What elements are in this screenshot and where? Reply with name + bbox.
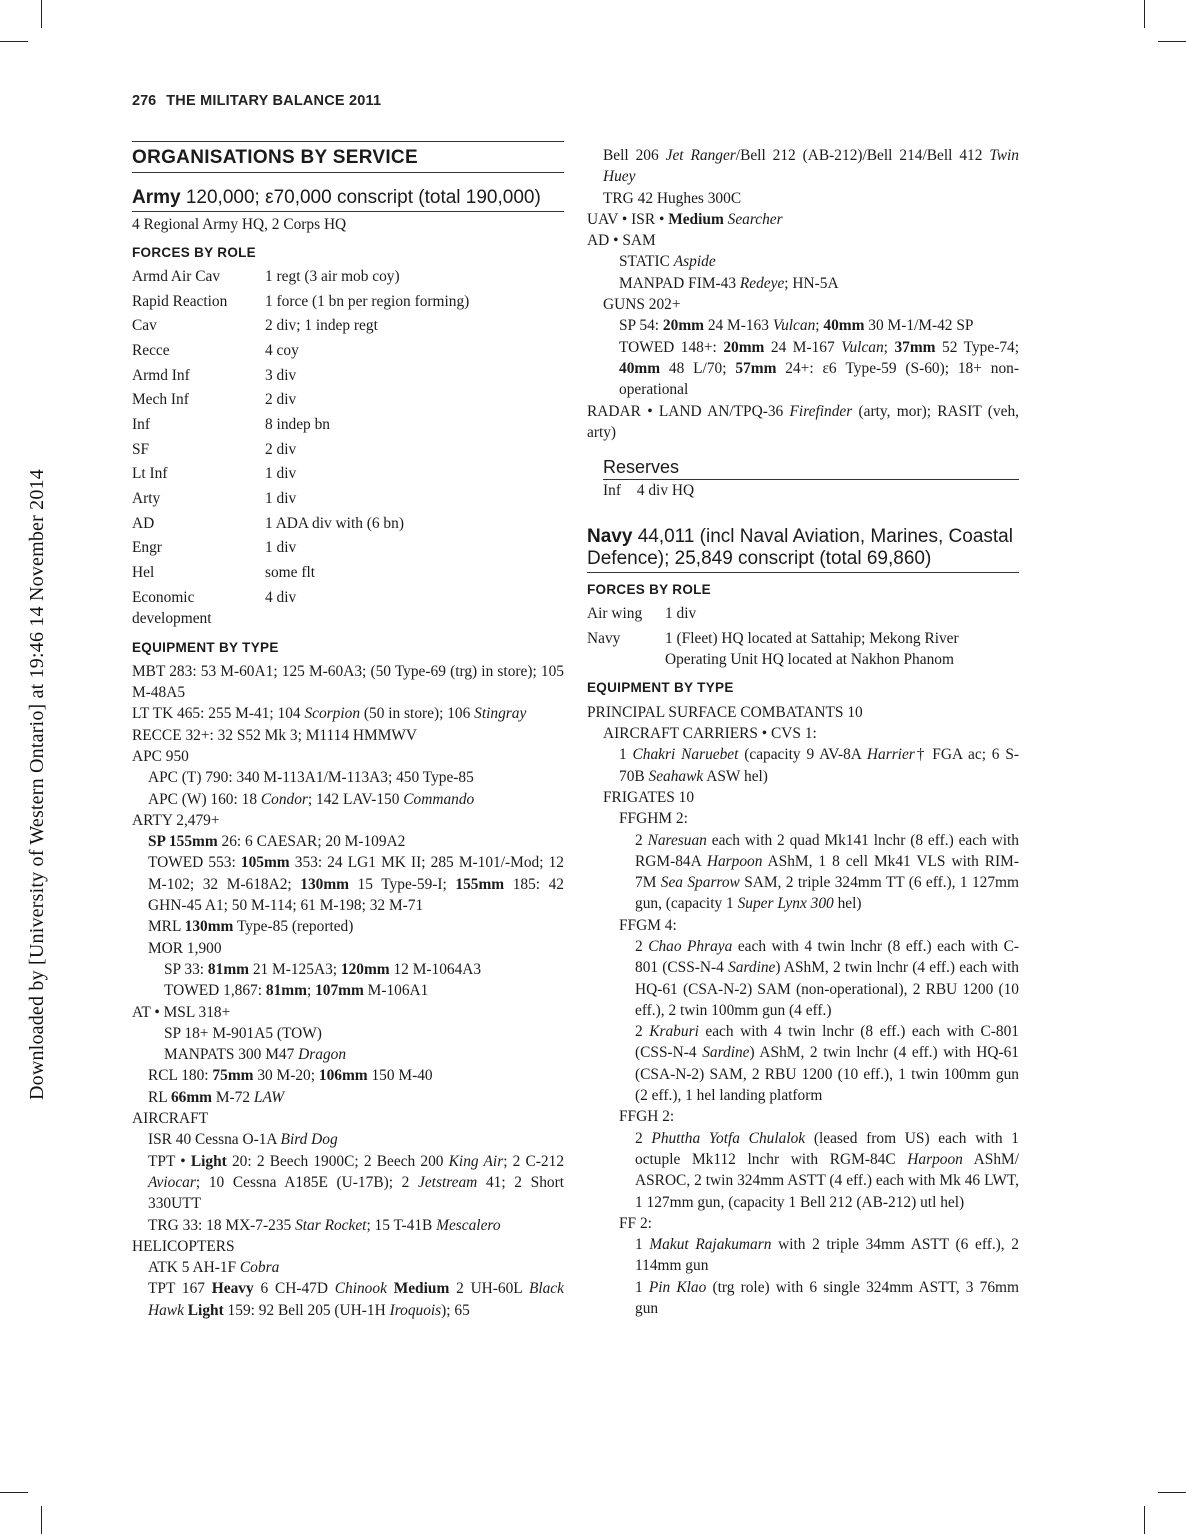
crop-mark bbox=[1158, 41, 1186, 42]
navy-heading bbox=[587, 526, 1019, 570]
role-row bbox=[132, 537, 564, 562]
crop-mark bbox=[1144, 0, 1145, 28]
equipment-entry: 2 Naresuan each with 2 quad Mk141 lnchr (8 eff.) each with RGM-84A Harpoon AShM, 1 8 cell Mk41 VLS with RIM-7M Sea Sparrow SAM, 2 triple 324mm TT (6 eff.), 1 127mm gun, (capacity 1 Super Lynx 300 hel) bbox=[635, 831, 1019, 913]
role-row bbox=[587, 603, 1019, 628]
army-equipment-heading: EQUIPMENT BY TYPE bbox=[132, 639, 279, 655]
equipment-entry: APC (W) 160: 18 Condor; 142 LAV-150 Commando bbox=[148, 790, 475, 808]
download-watermark: Downloaded by [University of Western Ontario] at 19:46 14 November 2014 bbox=[26, 469, 48, 1100]
equipment-entry: 2 Chao Phraya each with 4 twin lnchr (8 eff.) each with C-801 (CSS-N-4 Sardine) AShM, 2 twin lnchr (4 eff.) each with HQ-61 (CSA-N-2) SAM (non-operational), 2 RBU 1200 (10 eff.), 2 twin 100mm gun (4 eff.) bbox=[635, 937, 1019, 1019]
role-name: Mech Inf bbox=[132, 391, 189, 409]
role-detail: 2 div bbox=[265, 440, 297, 458]
crop-mark bbox=[1144, 1506, 1145, 1534]
publication-title: THE MILITARY BALANCE 2011 bbox=[166, 93, 382, 109]
navy-equipment bbox=[587, 702, 1019, 1320]
reserves-role: Inf bbox=[603, 482, 621, 500]
army-roles-table bbox=[132, 266, 564, 633]
equipment-entry: MOR 1,900 bbox=[148, 939, 222, 957]
role-detail: 1 div bbox=[265, 539, 297, 557]
equipment-entry: MANPAD FIM-43 Redeye; HN-5A bbox=[619, 274, 839, 292]
equipment-entry: APC (T) 790: 340 M-113A1/M-113A3; 450 Type-85 bbox=[148, 769, 474, 787]
equipment-entry: FFGHM 2: bbox=[619, 810, 688, 828]
role-row bbox=[132, 463, 564, 488]
divider bbox=[587, 572, 1019, 573]
equipment-entry: TOWED 553: 105mm 353: 24 LG1 MK II; 285 M-101/-Mod; 12 M-102; 32 M-618A2; 130mm 15 Type-59-I; 155mm 185: 42 GHN-45 A1; 50 M-114; 61 M-198; 32 M-71 bbox=[148, 854, 565, 915]
role-name: Rapid Reaction bbox=[132, 292, 228, 310]
crop-mark bbox=[41, 0, 42, 28]
equipment-entry: LT TK 465: 255 M-41; 104 Scorpion (50 in store); 106 Stingray bbox=[132, 705, 527, 723]
equipment-entry: FRIGATES 10 bbox=[603, 788, 695, 806]
equipment-entry: 1 Pin Klao (trg role) with 6 single 324mm ASTT, 3 76mm gun bbox=[635, 1278, 1019, 1318]
role-name: Navy bbox=[587, 629, 621, 647]
equipment-entry: TRG 33: 18 MX-7-235 Star Rocket; 15 T-41B Mescalero bbox=[148, 1216, 501, 1234]
equipment-entry: AIRCRAFT CARRIERS • CVS 1: bbox=[603, 725, 817, 743]
navy-strength: 44,011 (incl Naval Aviation, Marines, Coastal Defence); 25,849 conscript (total 69,860) bbox=[587, 525, 1013, 569]
crop-mark bbox=[1158, 1492, 1186, 1493]
role-name: Inf bbox=[132, 416, 150, 434]
army-forces-heading: FORCES BY ROLE bbox=[132, 244, 256, 260]
equipment-entry: TPT 167 Heavy 6 CH-47D Chinook Medium 2 UH-60L Black Hawk Light 159: 92 Bell 205 (UH-1H Iroquois); 65 bbox=[148, 1280, 564, 1319]
role-detail: 1 (Fleet) HQ located at Sattahip; Mekong River Operating Unit HQ located at Nakhon Phanom bbox=[665, 629, 959, 668]
role-name: Engr bbox=[132, 539, 162, 557]
equipment-entry: 2 Phuttha Yotfa Chulalok (leased from US) each with 1 octuple Mk112 lnchr with RGM-84C Harpoon AShM/ ASROC, 2 twin 324mm ASTT (4 eff.) each with Mk 46 LWT, 1 127mm gun, (capacity 1 Bell 212 (AB-212) utl hel) bbox=[635, 1129, 1019, 1211]
role-name: SF bbox=[132, 440, 150, 458]
equipment-entry: TRG 42 Hughes 300C bbox=[603, 189, 742, 207]
role-row bbox=[132, 266, 564, 291]
navy-equipment-heading: EQUIPMENT BY TYPE bbox=[587, 680, 734, 696]
role-name: Lt Inf bbox=[132, 465, 168, 483]
role-row bbox=[132, 488, 564, 513]
equipment-entry: 1 Chakri Naruebet (capacity 9 AV-8A Harrier† FGA ac; 6 S-70B Seahawk ASW hel) bbox=[619, 746, 1020, 785]
role-row bbox=[132, 587, 564, 633]
role-detail: 2 div; 1 indep regt bbox=[265, 317, 378, 335]
reserves-detail: 4 div HQ bbox=[636, 482, 695, 500]
equipment-entry: FFGH 2: bbox=[619, 1108, 675, 1126]
role-detail: 2 div bbox=[265, 391, 297, 409]
equipment-entry: ARTY 2,479+ bbox=[132, 811, 220, 829]
equipment-entry: RL 66mm M-72 LAW bbox=[148, 1088, 285, 1106]
role-row bbox=[132, 389, 564, 414]
role-name: Armd Air Cav bbox=[132, 267, 221, 285]
equipment-entry: RADAR • LAND AN/TPQ-36 Firefinder (arty, mor); RASIT (veh, arty) bbox=[587, 402, 1019, 441]
role-detail: some flt bbox=[265, 564, 316, 582]
role-row bbox=[132, 365, 564, 390]
role-name: Recce bbox=[132, 341, 170, 359]
equipment-entry: MBT 283: 53 M-60A1; 125 M-60A3; (50 Type-69 (trg) in store); 105 M-48A5 bbox=[132, 662, 564, 702]
section-title: ORGANISATIONS BY SERVICE bbox=[132, 141, 564, 173]
equipment-entry: Bell 206 Jet Ranger/Bell 212 (AB-212)/Bell 214/Bell 412 Twin Huey bbox=[603, 147, 1019, 186]
equipment-entry: STATIC Aspide bbox=[619, 253, 716, 271]
crop-mark bbox=[41, 1506, 42, 1534]
equipment-entry: PRINCIPAL SURFACE COMBATANTS 10 bbox=[587, 703, 863, 721]
reserves-heading: Reserves bbox=[603, 457, 1019, 480]
reserves-row bbox=[587, 480, 1019, 501]
army-equipment-continued bbox=[587, 145, 1019, 443]
role-name: Economic development bbox=[132, 588, 212, 627]
equipment-entry: SP 54: 20mm 24 M-163 Vulcan; 40mm 30 M-1/M-42 SP bbox=[619, 317, 974, 335]
equipment-entry: APC 950 bbox=[132, 748, 189, 765]
army-heading bbox=[132, 187, 564, 209]
role-detail: 4 coy bbox=[265, 341, 299, 359]
equipment-entry: MRL 130mm Type-85 (reported) bbox=[148, 918, 354, 936]
army-strength: 120,000; ε70,000 conscript (total 190,000) bbox=[185, 187, 541, 209]
role-row bbox=[132, 414, 564, 439]
equipment-entry: RCL 180: 75mm 30 M-20; 106mm 150 M-40 bbox=[148, 1067, 433, 1085]
equipment-entry: MANPATS 300 M47 Dragon bbox=[164, 1046, 347, 1064]
page-number: 276 bbox=[132, 93, 157, 109]
equipment-entry: TOWED 1,867: 81mm; 107mm M-106A1 bbox=[164, 982, 429, 1000]
role-detail: 1 regt (3 air mob coy) bbox=[265, 267, 400, 285]
role-name: Hel bbox=[132, 564, 155, 582]
role-detail: 4 div bbox=[265, 588, 297, 606]
equipment-entry: HELICOPTERS bbox=[132, 1237, 235, 1255]
role-name: Air wing bbox=[587, 605, 643, 623]
role-name: AD bbox=[132, 514, 155, 532]
role-row bbox=[587, 628, 1019, 674]
role-detail: 1 div bbox=[665, 605, 697, 623]
role-detail: 8 indep bn bbox=[265, 416, 330, 434]
role-detail: 1 div bbox=[265, 490, 297, 508]
equipment-entry: 2 Kraburi each with 4 twin lnchr (8 eff.) each with C-801 (CSS-N-4 Sardine) AShM, 2 twin lnchr (4 eff.) with HQ-61 (CSA-N-2) SAM, 2 RBU 1200 (10 eff.), 1 twin 100mm gun (2 eff.), 1 hel landing platform bbox=[635, 1023, 1019, 1105]
equipment-entry: FF 2: bbox=[619, 1214, 652, 1232]
equipment-entry: AIRCRAFT bbox=[132, 1110, 209, 1128]
role-row bbox=[132, 513, 564, 538]
equipment-entry: AD • SAM bbox=[587, 232, 656, 250]
left-column bbox=[132, 141, 564, 1321]
role-detail: 1 div bbox=[265, 465, 297, 483]
equipment-entry: RECCE 32+: 32 S52 Mk 3; M1114 HMMWV bbox=[132, 726, 418, 744]
running-head bbox=[132, 93, 381, 109]
equipment-entry: SP 18+ M-901A5 (TOW) bbox=[164, 1024, 322, 1042]
equipment-entry: SP 155mm 26: 6 CAESAR; 20 M-109A2 bbox=[148, 833, 406, 851]
army-hq: 4 Regional Army HQ, 2 Corps HQ bbox=[132, 216, 347, 234]
divider bbox=[132, 211, 564, 212]
equipment-entry: TOWED 148+: 20mm 24 M-167 Vulcan; 37mm 52 Type-74; 40mm 48 L/70; 57mm 24+: ε6 Type-59 (S-60); 18+ non-operational bbox=[619, 338, 1019, 399]
role-row bbox=[132, 315, 564, 340]
role-detail: 1 ADA div with (6 bn) bbox=[265, 514, 404, 532]
role-row bbox=[132, 291, 564, 316]
equipment-entry: FFGM 4: bbox=[619, 916, 677, 934]
role-name: Armd Inf bbox=[132, 366, 190, 384]
equipment-entry: TPT • Light 20: 2 Beech 1900C; 2 Beech 200 King Air; 2 C-212 Aviocar; 10 Cessna A185E (U-17B); 2 Jetstream 41; 2 Short 330UTT bbox=[148, 1152, 565, 1213]
crop-mark bbox=[0, 1492, 28, 1493]
navy-forces-heading: FORCES BY ROLE bbox=[587, 581, 711, 597]
right-column bbox=[587, 145, 1019, 1319]
role-row bbox=[132, 340, 564, 365]
equipment-entry: SP 33: 81mm 21 M-125A3; 120mm 12 M-1064A3 bbox=[164, 960, 482, 978]
role-detail: 3 div bbox=[265, 366, 297, 384]
equipment-entry: ISR 40 Cessna O-1A Bird Dog bbox=[148, 1131, 338, 1149]
navy-name: Navy bbox=[587, 525, 633, 547]
army-name: Army bbox=[132, 187, 181, 209]
equipment-entry: UAV • ISR • Medium Searcher bbox=[587, 210, 783, 228]
role-row bbox=[132, 439, 564, 464]
equipment-entry: ATK 5 AH-1F Cobra bbox=[148, 1259, 280, 1277]
role-detail: 1 force (1 bn per region forming) bbox=[265, 292, 470, 310]
role-name: Cav bbox=[132, 317, 157, 335]
navy-roles-table bbox=[587, 603, 1019, 673]
role-name: Arty bbox=[132, 490, 161, 508]
role-row bbox=[132, 562, 564, 587]
equipment-entry: GUNS 202+ bbox=[603, 296, 681, 314]
equipment-entry: 1 Makut Rajakumarn with 2 triple 34mm ASTT (6 eff.), 2 114mm gun bbox=[635, 1236, 1019, 1275]
equipment-entry: AT • MSL 318+ bbox=[132, 1003, 231, 1021]
crop-mark bbox=[0, 41, 28, 42]
army-equipment bbox=[132, 661, 564, 1321]
